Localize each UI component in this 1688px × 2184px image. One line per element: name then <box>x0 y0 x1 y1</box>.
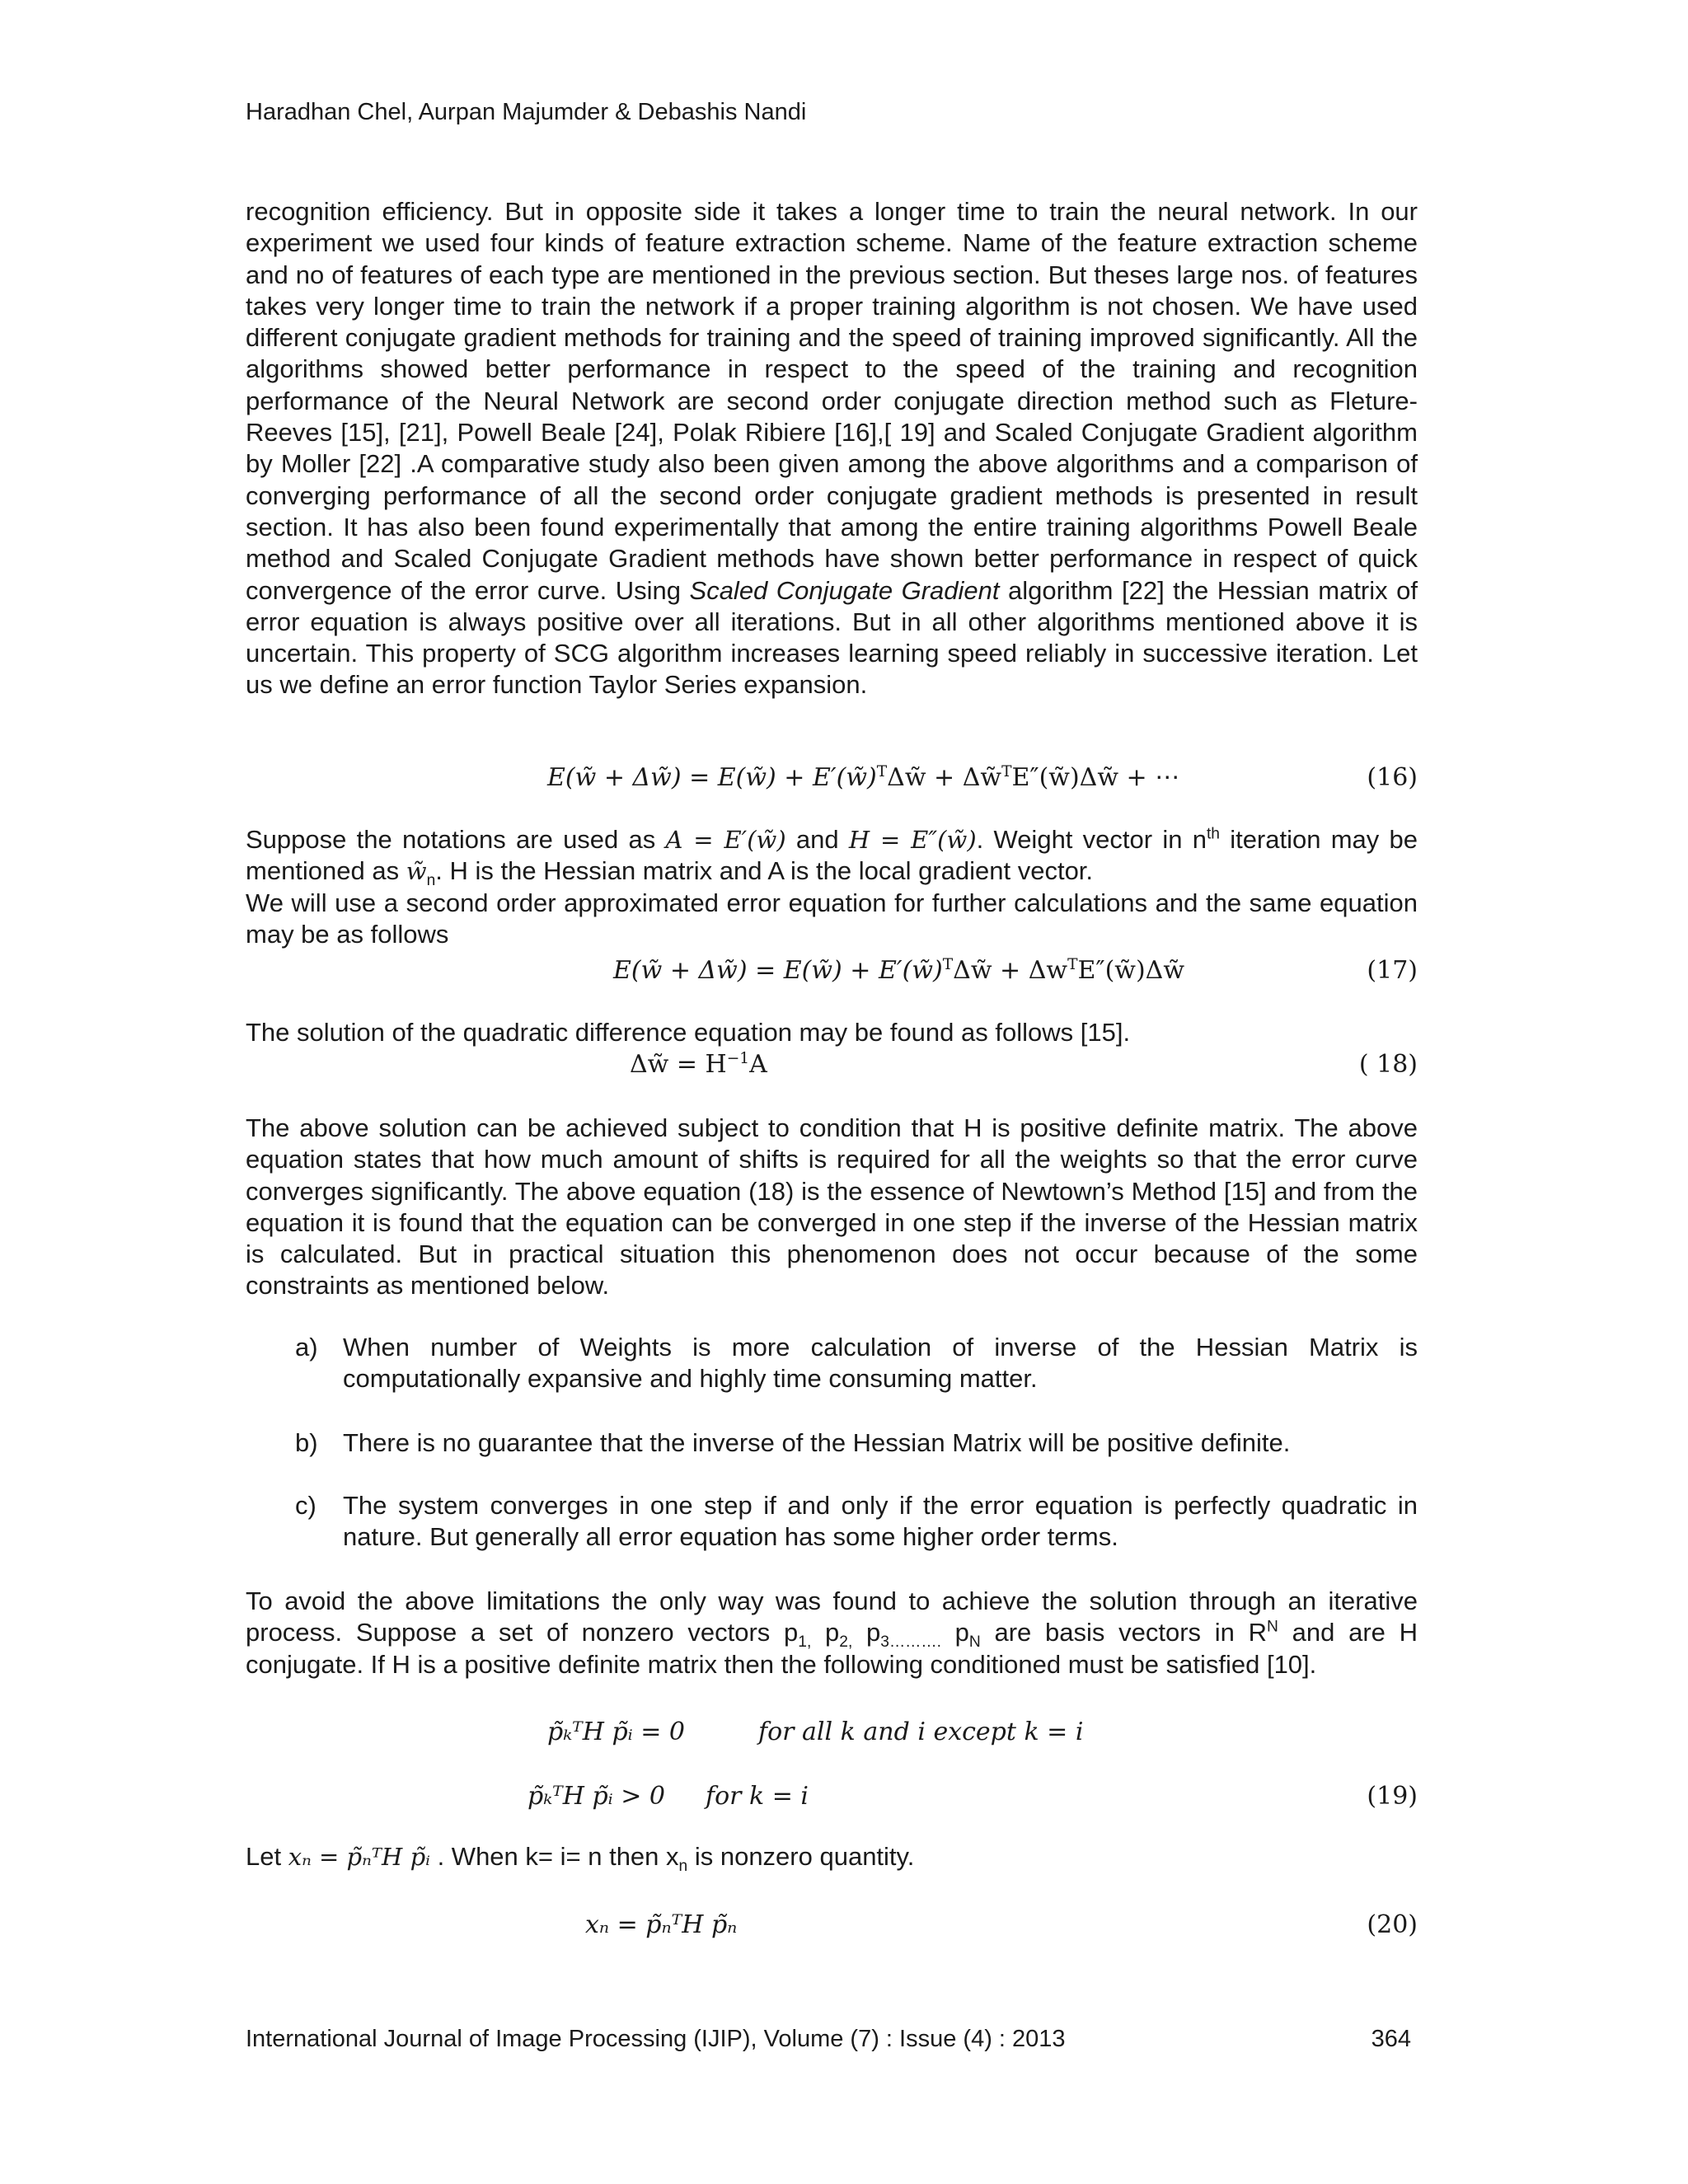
paragraph-text: and <box>785 825 849 854</box>
paragraph-text: p <box>852 1618 881 1647</box>
equation-17 <box>613 954 1184 987</box>
subscript: n <box>426 872 436 890</box>
paragraph-italic-term: Scaled Conjugate Gradient <box>689 575 1000 605</box>
equation-19-line-2 <box>528 1780 665 1813</box>
footer-journal: International Journal of Image Processing (IJIP), Volume (7) : Issue (4) : 2013 <box>246 2026 1066 2052</box>
subscript: 2, <box>839 1633 853 1652</box>
eq-term: E(w̃ + Δw̃) = E(w̃) + E′(w̃) <box>613 956 943 985</box>
list-marker: c) <box>295 1491 316 1520</box>
equation-number-18: ( 18) <box>1358 1050 1418 1079</box>
list-text: The system converges in one step if and only if the error equation is perfectly quadratic in nature. But generally all error equation has some higher order terms. <box>343 1491 1418 1552</box>
eq-term: Δw̃ + Δw <box>953 956 1068 985</box>
list-text: When number of Weights is more calculation of inverse of the Hessian Matrix is computationally expansive and highly time consuming matter. <box>343 1333 1418 1394</box>
equation-19-line-1 <box>547 1716 685 1749</box>
equation-18 <box>630 1048 767 1081</box>
inline-math: A = E′(w̃) <box>665 826 786 854</box>
subscript: N <box>968 1633 981 1652</box>
paragraph-notation <box>246 824 1418 888</box>
paragraph-text: algorithm [22] the Hessian matrix of error equation is always positive over all iterations. But in all other algorithms mentioned above it is uncertain. This property of SCG algorithm increases learning speed reliably in successive iteration. Let us we define an error function Taylor Series expansion. <box>246 575 1418 700</box>
paragraph-text: Suppose the notations are used as <box>246 825 666 854</box>
paragraph-newton: The above solution can be achieved subject to condition that H is positive definite matrix. The above equation states that how much amount of shifts is required for all the weights so that the error curve converges significantly. The above equation (18) is the essence of Newtown’s Method [15] and from the equation it is found that the equation can be converged in one step if the inverse of the Hessian matrix is calculated. But in practical situation this phenomenon does not occur because of the some constraints as mentioned below. <box>246 1113 1418 1301</box>
eq-sup: −1 <box>726 1050 750 1067</box>
paragraph-solution: The solution of the quadratic difference equation may be found as follows [15]. <box>246 1018 1131 1047</box>
list-item-a <box>246 1332 1418 1395</box>
eq-sup: T <box>1001 763 1012 780</box>
inline-math: w̃ <box>406 857 427 886</box>
paragraph-text: are basis vectors in R <box>980 1618 1268 1647</box>
eq-term: Δw̃ = H <box>630 1050 727 1079</box>
equation-19-condition-1 <box>758 1716 1083 1749</box>
equation-number-17: (17) <box>1367 956 1418 985</box>
paragraph-text: iteration may be mentioned as <box>246 825 1418 886</box>
eq-term: for all k and i except k = i <box>758 1718 1084 1746</box>
equation-16 <box>547 762 1179 794</box>
paragraph-text: p <box>940 1618 969 1647</box>
paragraph-text: Let <box>246 1842 288 1871</box>
eq-term: E″(w̃)Δw̃ + ⋯ <box>1011 763 1180 792</box>
subscript: 3………. <box>880 1633 941 1652</box>
eq-term: p̃ₖᵀH p̃ᵢ = 0 <box>547 1718 685 1746</box>
list-item-b <box>246 1427 1418 1459</box>
paragraph-text: . H is the Hessian matrix and A is the local gradient vector. <box>435 856 1094 886</box>
equation-20 <box>585 1909 737 1942</box>
paragraph-intro <box>246 196 1418 701</box>
paragraph-conjugate <box>246 1586 1418 1680</box>
superscript: N <box>1267 1618 1278 1636</box>
eq-term: A <box>749 1050 767 1079</box>
paragraph-text: recognition efficiency. But in opposite side it takes a longer time to train the neural network. In our experiment we used four kinds of feature extraction scheme. Name of the feature extraction scheme and no of features of each type are mentioned in the previous section. But theses large nos. of features takes very longer time to train the network if a proper training algorithm is not chosen. We have used different conjugate gradient methods for training and the speed of training improved significantly. All the algorithms showed better performance in respect to the speed of the training and recognition performance of the Neural Network are second order conjugate direction method such as Fleture-Reeves [15], [21], Powell Beale [24], Polak Ribiere [16],[ 19] and Scaled Conjugate Gradient algorithm by Moller [22] .A comparative study also been given among the above algorithms and a comparison of converging performance of all the second order conjugate gradient methods is presented in result section. It has also been found experimentally that among the entire training algorithms Powell Beale method and Scaled Conjugate Gradient methods have shown better performance in respect of quick convergence of the error curve. Using <box>246 197 1418 605</box>
equation-number-20: (20) <box>1367 1910 1418 1939</box>
paragraph-let <box>246 1841 1418 1876</box>
subscript: 1, <box>798 1633 812 1652</box>
eq-term: p̃ₖᵀH p̃ᵢ > 0 <box>528 1782 665 1811</box>
superscript: th <box>1206 825 1220 843</box>
list-marker: a) <box>295 1333 318 1361</box>
paragraph-text: p <box>811 1618 840 1647</box>
eq-term: E(w̃ + Δw̃) = E(w̃) + E′(w̃) <box>547 763 877 792</box>
paragraph-approx: We will use a second order approximated error equation for further calculations and the same equation may be as follows <box>246 888 1418 949</box>
paragraph-text: . Weight vector in n <box>976 825 1207 854</box>
eq-sup: T <box>876 763 888 780</box>
eq-term: for k = i <box>706 1782 809 1811</box>
footer-page-number: 364 <box>1371 2026 1411 2052</box>
paragraph-text: is nonzero quantity. <box>687 1842 915 1871</box>
eq-term: Δw̃ + Δw̃ <box>887 763 1002 792</box>
running-header: Haradhan Chel, Aurpan Majumder & Debashis Nandi <box>246 99 807 125</box>
list-item-c <box>246 1490 1418 1554</box>
eq-term: xₙ = p̃ₙᵀH p̃ₙ <box>585 1910 738 1939</box>
eq-term: E″(w̃)Δw̃ <box>1077 956 1185 985</box>
inline-math: H = E″(w̃) <box>848 826 977 854</box>
paragraph-text: and are H conjugate. If H is a positive definite matrix then the following conditioned must be satisfied [10]. <box>246 1618 1418 1679</box>
subscript: n <box>678 1858 688 1876</box>
eq-sup: T <box>942 956 954 973</box>
equation-19-condition-2 <box>706 1780 809 1813</box>
equation-number-16: (16) <box>1367 763 1418 792</box>
equation-number-19: (19) <box>1367 1782 1418 1811</box>
paragraph-text: To avoid the above limitations the only way was found to achieve the solution through an iterative process. Suppose a set of nonzero vectors p <box>246 1586 1418 1647</box>
paragraph-text: . When k= i= n then x <box>429 1842 679 1871</box>
list-marker: b) <box>295 1428 318 1457</box>
list-text: There is no guarantee that the inverse of the Hessian Matrix will be positive definite. <box>343 1428 1291 1457</box>
inline-math: xₙ = p̃ₙᵀH p̃ᵢ <box>288 1843 430 1871</box>
eq-sup: T <box>1067 956 1078 973</box>
